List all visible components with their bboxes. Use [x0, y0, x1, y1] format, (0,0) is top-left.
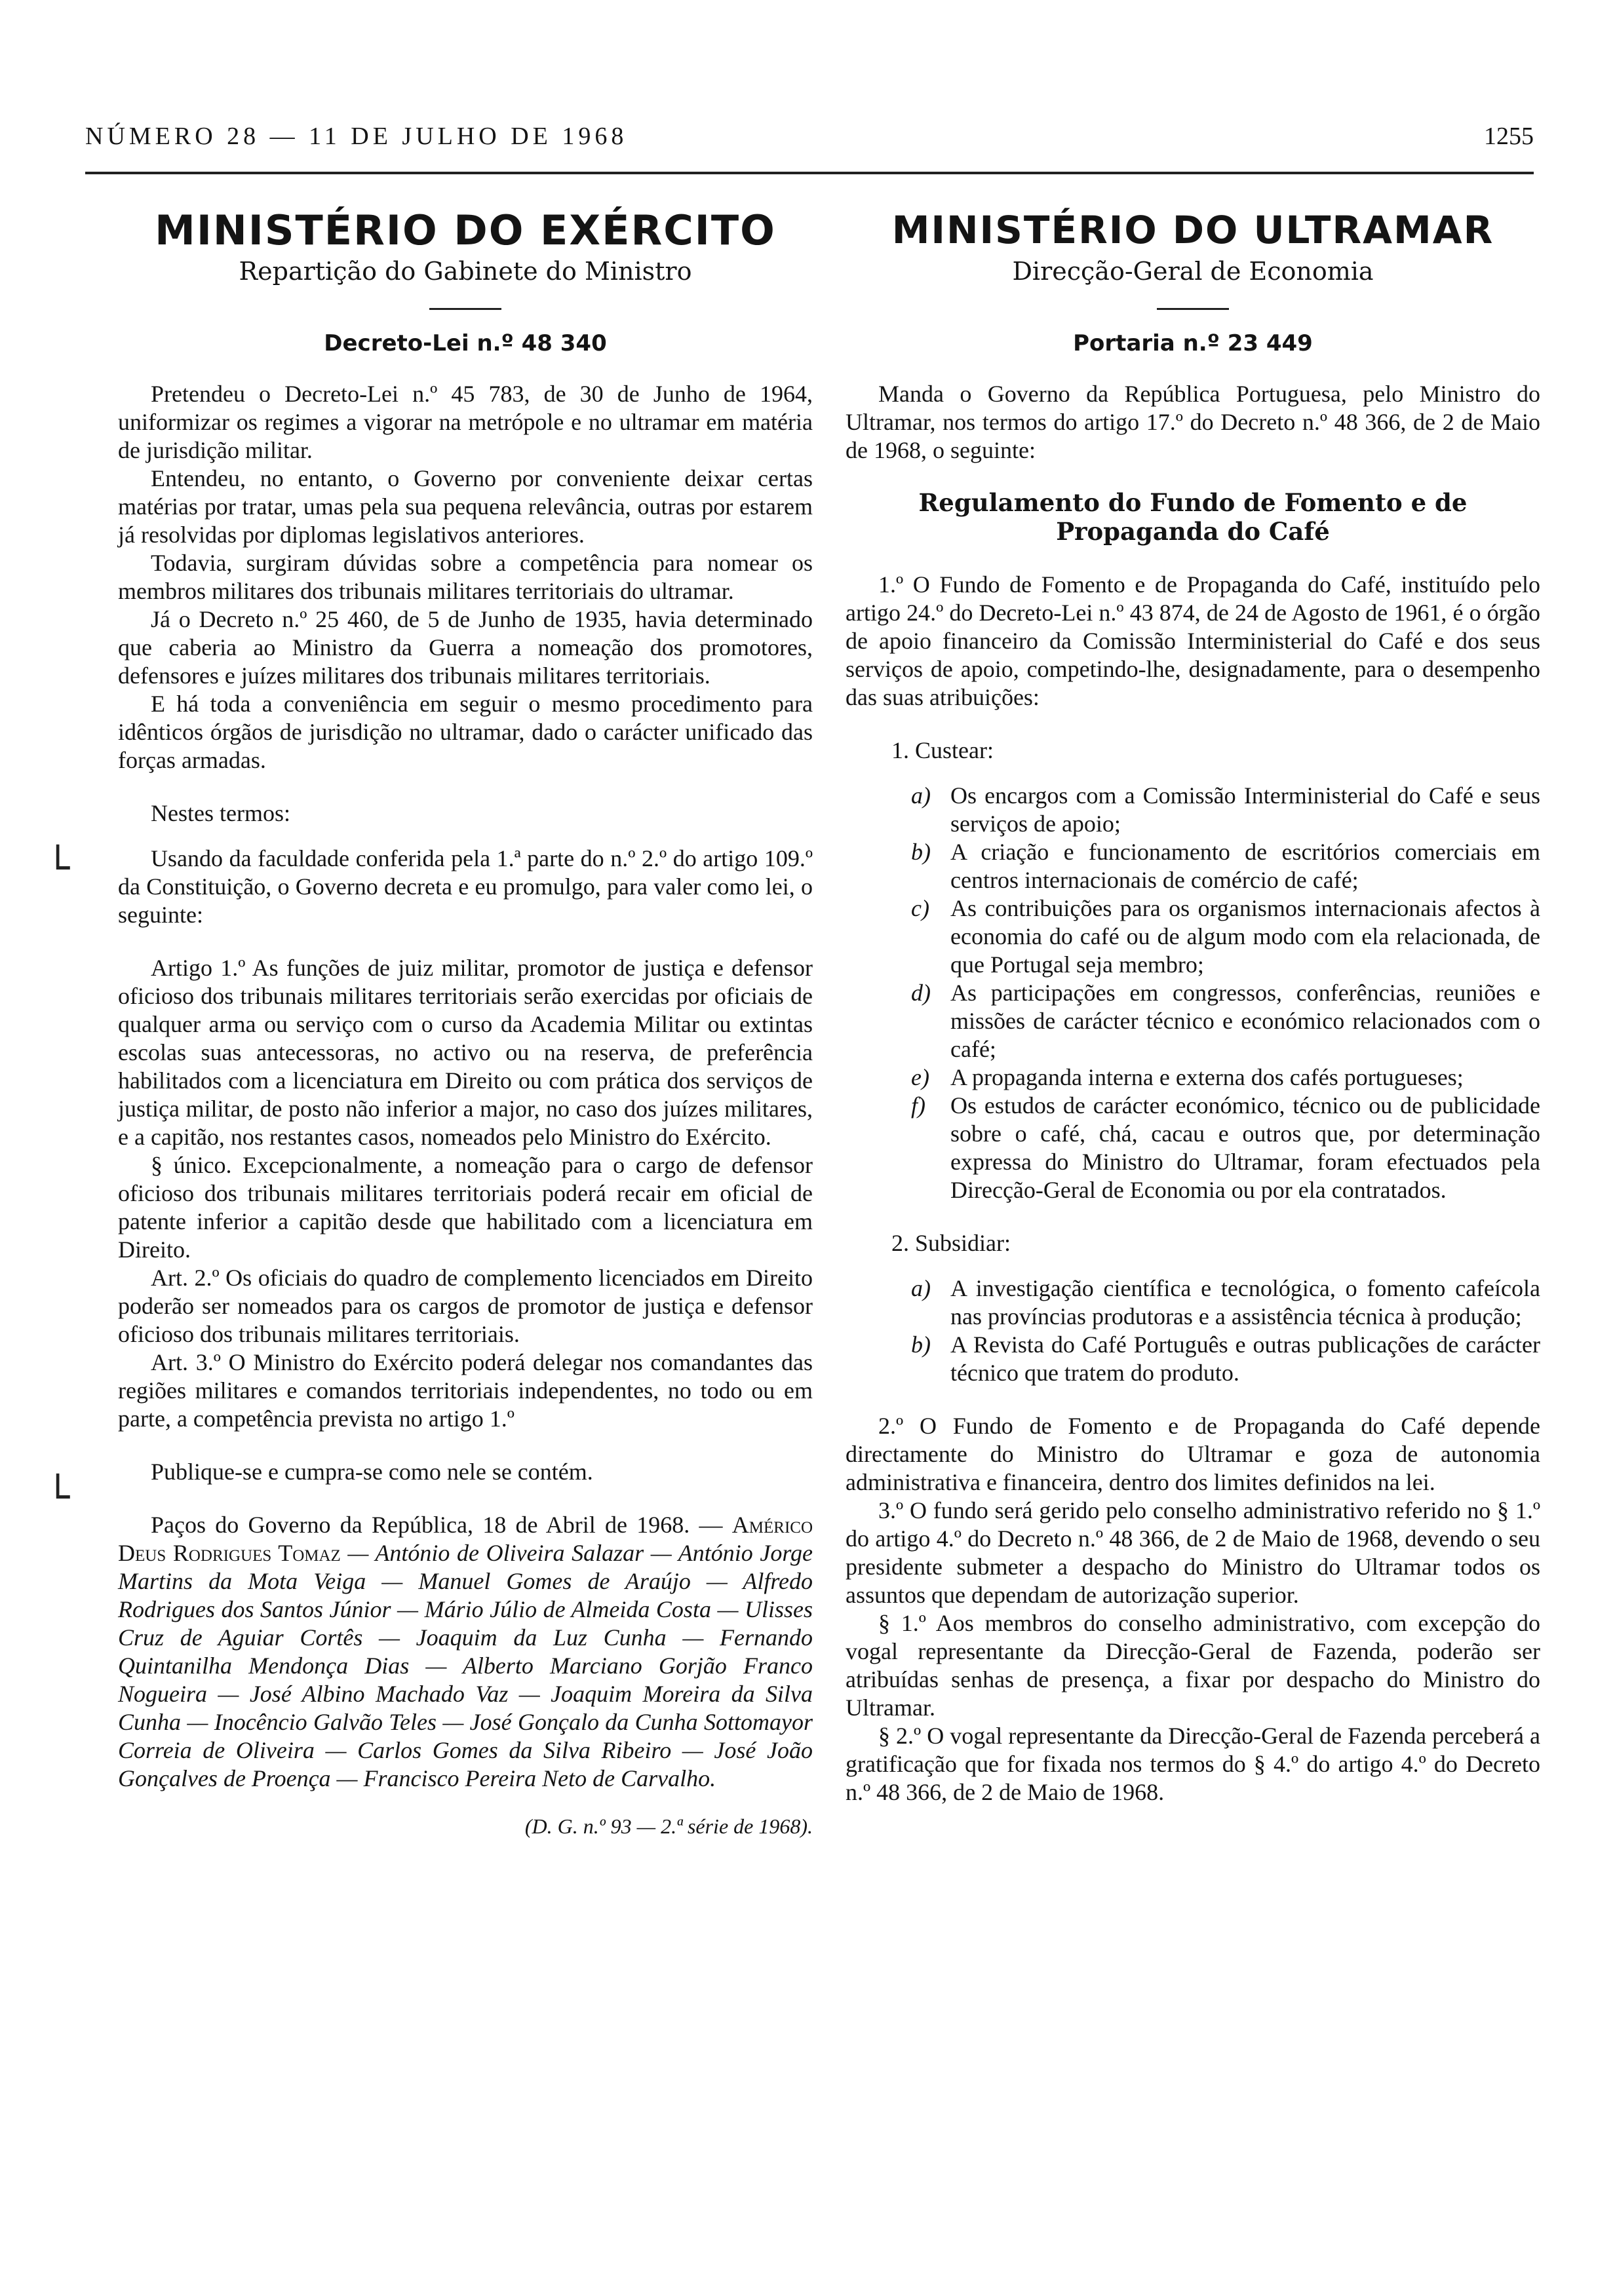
signatories: — António de Oliveira Salazar — António Jorge Martins da Mota Veiga — Manuel Gomes de Araújo — Alfredo Rodrigues dos Santos Júnior — Mário Júlio de Almeida Costa — Ulisses Cruz de Aguiar Cortês — Joaquim da Luz Cunha — Fernando Quintanilha Mendonça Dias — Alberto Marciano Gorjão Franco Nogueira — José Albino Machado Vaz — Joaquim Moreira da Silva Cunha — Inocêncio Galvão Teles — José Gonçalo da Cunha Sottomayor Correia de Oliveira — Carlos Gomes da Silva Ribeiro — José João Gonçalves de Proença — Francisco Pereira Neto de Carvalho. [118, 1540, 813, 1791]
preamble-paragraph: Entendeu, no entanto, o Governo por conveniente deixar certas matérias por tratar, umas pela sua pequena relevância, outras por estarem já resolvidas por diplomas legislativos anteriores. [118, 465, 813, 548]
publication-reference: (D. G. n.º 93 — 2.ª série de 1968). [524, 1814, 813, 1838]
list-item: b) A criação e funcionamento de escritórios comerciais em centros internacionais de comércio de café; [911, 839, 1540, 893]
list-item: a) Os encargos com a Comissão Interministerial do Café e seus serviços de apoio; [911, 782, 1540, 837]
header-rule [85, 172, 1534, 174]
portaria-number: Portaria n.º 23 449 [1073, 330, 1313, 356]
divider [1157, 308, 1229, 310]
president-name: Américo Deus Rodrigues Tomaz [118, 1512, 813, 1566]
regulation-title: Regulamento do Fundo de Fomento e de Propaganda do Café [918, 488, 1468, 546]
regulation-paragraph: § 1.º Aos membros do conselho administrativo, com excepção do vogal representante da Direcção-Geral de Fazenda, poderão ser atribuídas senhas de presença, a fixar por despacho do Ministro do Ultramar. [846, 1610, 1540, 1721]
page-header [85, 117, 1534, 169]
department-title: Direcção-Geral de Economia [1012, 257, 1374, 286]
article: § único. Excepcionalmente, a nomeação para o cargo de defensor oficioso dos tribunais militares territoriais poderá recair em oficial de patente inferior a capitão desde que habilitado com a licenciatura em Direito. [118, 1152, 813, 1263]
article: Artigo 1.º As funções de juiz militar, promotor de justiça e defensor oficioso dos tribunais militares territoriais serão exercidas por oficiais de qualquer arma ou serviço com o curso da Academia Militar ou extintas escolas suas antecessoras, no activo ou na reserva, de preferência habilitados com a licenciatura em Direito ou com prática dos serviços de justiça militar, de posto não inferior a major, no caso dos juízes militares, e a capitão, nos restantes casos, nomeados pelo Ministro do Exército. [118, 955, 813, 1150]
preamble-paragraph: E há toda a conveniência em seguir o mesmo procedimento para idênticos órgãos de jurisdição no ultramar, dado o carácter unificado das forças armadas. [118, 691, 813, 773]
signature-block [118, 1511, 813, 1793]
page-number: 1255 [1484, 123, 1534, 150]
margin-tick-mark: └ [46, 1474, 70, 1520]
list-item: d) As participações em congressos, conferências, reuniões e missões de carácter técnico e económico relacionados com o café; [911, 980, 1540, 1062]
regulation-paragraph: § 2.º O vogal representante da Direcção-Geral de Fazenda perceberá a gratificação que for fixada nos termos do § 4.º do artigo 4.º do Decreto n.º 48 366, de 2 de Maio de 1968. [846, 1723, 1540, 1805]
preamble-paragraph: Pretendeu o Decreto-Lei n.º 45 783, de 30 de Junho de 1964, uniformizar os regimes a vigorar na metrópole e no ultramar em matéria de jurisdição militar. [118, 381, 813, 463]
ministry-title: MINISTÉRIO DO ULTRAMAR [891, 208, 1494, 252]
divider [429, 308, 501, 310]
regulation-paragraph: 2.º O Fundo de Fomento e de Propaganda do Café depende directamente do Ministro do Ultramar e goza de autonomia administrativa e financeira, dentro dos limites definidos na lei. [846, 1413, 1540, 1495]
list-item: b) A Revista do Café Português e outras publicações de carácter técnico que tratem do produto. [911, 1331, 1540, 1386]
regulation-paragraph: 3.º O fundo será gerido pelo conselho administrativo referido no § 1.º do artigo 4.º do Decreto n.º 48 366, de 2 de Maio de 1968, devendo o seu presidente submeter a despacho do Ministro do Ultramar todos os assuntos que dependam de autorização superior. [846, 1497, 1540, 1608]
publication-clause: Publique-se e cumpra-se como nele se contém. [151, 1459, 593, 1485]
preamble-paragraph: Todavia, surgiram dúvidas sobre a competência para nomear os membros militares dos tribunais militares territoriais do ultramar. [118, 550, 813, 604]
nestes-termos: Nestes termos: [151, 800, 290, 826]
decree-number: Decreto-Lei n.º 48 340 [324, 330, 607, 356]
ministry-title: MINISTÉRIO DO EXÉRCITO [155, 206, 776, 254]
article: Art. 2.º Os oficiais do quadro de complemento licenciados em Direito poderão ser nomeados para os cargos de promotor de justiça e defensor oficioso dos tribunais militares territoriais. [118, 1265, 813, 1347]
list-item: e) A propaganda interna e externa dos cafés portugueses; [911, 1064, 1464, 1090]
article: Art. 3.º O Ministro do Exército poderá delegar nos comandantes das regiões militares e comandos territoriais independentes, no todo ou em parte, a competência prevista no artigo 1.º [118, 1349, 813, 1432]
signature-place-date: Paços do Governo da República, 18 de Abril de 1968. — [151, 1512, 723, 1538]
regulation-paragraph: 1.º O Fundo de Fomento e de Propaganda do Café, instituído pelo artigo 24.º do Decreto-Lei n.º 43 874, de 24 de Agosto de 1961, é o órgão de apoio financeiro da Comissão Interministerial do Café e dos seus serviços de apoio, competindo-lhe, designadamente, para o desempenho das suas atribuições: [846, 571, 1540, 710]
right-column [846, 197, 1540, 1807]
list-item: c) As contribuições para os organismos internacionais afectos à economia do café ou de algum modo com ela relacionada, de que Portugal seja membro; [911, 895, 1540, 978]
enacting-clause: Usando da faculdade conferida pela 1.ª parte do n.º 2.º do artigo 109.º da Constituição, o Governo decreta e eu promulgo, para valer como lei, o seguinte: [118, 845, 813, 928]
portaria-intro: Manda o Governo da República Portuguesa, pelo Ministro do Ultramar, nos termos do artigo 17.º do Decreto n.º 48 366, de 2 de Maio de 1968, o seguinte: [846, 381, 1540, 463]
issue-line: NÚMERO 28 — 11 DE JULHO DE 1968 [85, 123, 628, 150]
margin-tick-mark: └ [46, 845, 70, 891]
preamble-paragraph: Já o Decreto n.º 25 460, de 5 de Junho de 1935, havia determinado que caberia ao Ministro da Guerra a nomeação dos promotores, defensores e juízes militares dos tribunais militares territoriais. [118, 606, 813, 689]
custear-heading: 1. Custear: [891, 737, 994, 763]
left-column [118, 197, 813, 1841]
department-title: Repartição do Gabinete do Ministro [239, 257, 692, 286]
list-item: a) A investigação científica e tecnológica, o fomento cafeícola nas províncias produtoras e a assistência técnica à produção; [911, 1275, 1540, 1330]
subsidiar-heading: 2. Subsidiar: [891, 1230, 1011, 1256]
list-item: f) Os estudos de carácter económico, técnico ou de publicidade sobre o café, chá, cacau e outros que, por determinação expressa do Ministro do Ultramar, foram efectuados pela Direcção-Geral de Economia ou por ela contratados. [911, 1092, 1540, 1203]
